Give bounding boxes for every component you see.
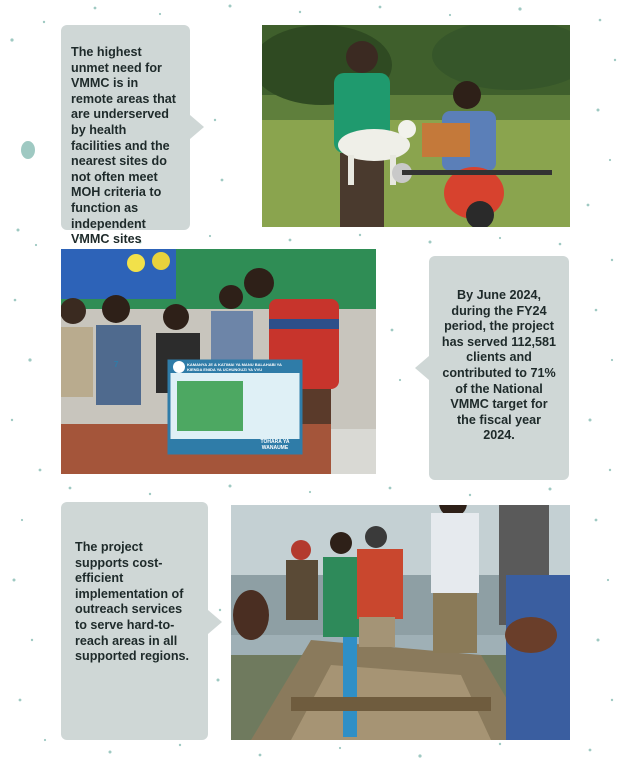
photo-health-education-session	[61, 249, 376, 474]
callout-pointer	[415, 356, 429, 380]
callout-outreach-services	[61, 502, 208, 740]
callout-pointer	[208, 610, 222, 634]
flipchart-footer-text: TOHARA YA WANAUME	[260, 439, 290, 451]
photo-lakeshore-outreach	[231, 505, 570, 740]
callout-pointer	[190, 115, 204, 139]
callout-fy24-results	[429, 256, 569, 480]
callout-fy24-results-text: By June 2024, during the FY24 period, the project has served 112,581 clients and contributed to 71% of the National VMMC target for the fiscal year 2024.	[441, 288, 557, 443]
flipchart-step-number: 7	[114, 360, 119, 369]
flipchart-header-text: KAMANYA JE & KATIMAI YA MANU BALAHABI YA KIENDA ENIDA YA UCHUNGUZI YA VVU	[187, 362, 282, 372]
callout-outreach-services-text: The project supports cost-efficient implementation of outreach services to serve hard-to-reach areas in all supported regions.	[75, 540, 190, 664]
callout-unmet-need	[61, 25, 190, 247]
photo-men-with-goat	[262, 25, 570, 227]
callout-unmet-need-text: The highest unmet need for VMMC is in remote areas that are underserved by health facilities and the nearest sites do not often meet MOH criteria to function as independent VMMC sites	[71, 45, 176, 247]
